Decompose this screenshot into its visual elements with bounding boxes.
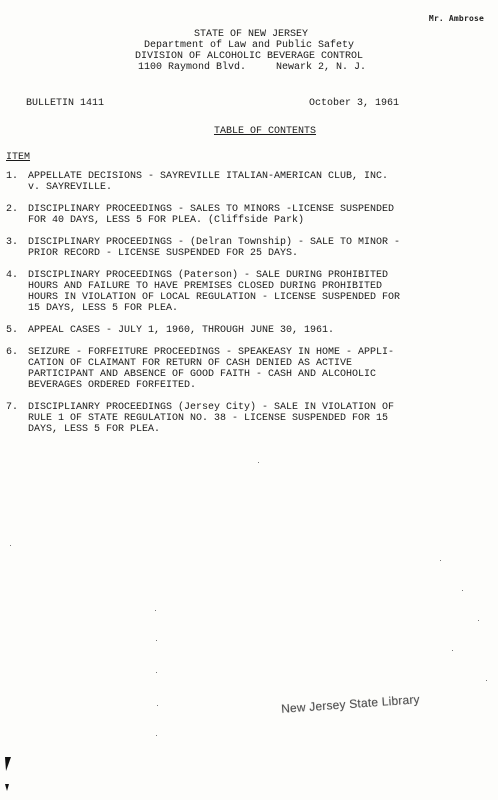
paper-speck	[156, 672, 157, 673]
toc-item-2	[6, 204, 476, 226]
toc-item-number: 2.	[6, 204, 19, 215]
margin-mark	[3, 757, 11, 771]
toc-item-text: APPELLATE DECISIONS - SAYREVILLE ITALIAN-AMERICAN CLUB, INC. v. SAYREVILLE.	[28, 171, 389, 193]
bulletin-date: October 3, 1961	[309, 98, 400, 109]
paper-speck	[258, 462, 259, 463]
toc-item-text: DISCIPLINARY PROCEEDINGS - (Delran Township) - SALE TO MINOR - PRIOR RECORD - LICENSE SUSPENDED FOR 25 DAYS.	[28, 237, 401, 259]
toc-item-number: 1.	[6, 171, 19, 182]
letterhead-state: STATE OF NEW JERSEY	[193, 29, 309, 40]
paper-speck	[157, 705, 158, 706]
paper-speck	[440, 560, 441, 561]
toc-item-3	[6, 237, 476, 259]
paper-speck	[155, 610, 156, 611]
paper-speck	[10, 545, 11, 546]
toc-item-7	[6, 402, 476, 435]
library-stamp: New Jersey State Library	[280, 692, 421, 716]
letterhead	[0, 29, 498, 73]
toc-item-text: DISCIPLINARY PROCEEDINGS - SALES TO MINORS -LICENSE SUSPENDED FOR 40 DAYS, LESS 5 FOR PLEA. (Cliffside Park)	[28, 204, 395, 226]
paper-speck	[156, 640, 157, 641]
toc-item-5	[6, 325, 476, 336]
margin-mark	[5, 784, 9, 791]
toc-list	[6, 171, 476, 446]
toc-item-1	[6, 171, 476, 193]
toc-item-number: 7.	[6, 402, 19, 413]
toc-item-text: DISCIPLIANRY PROCEEDINGS (Jersey City) - SALE IN VIOLATION OF RULE 1 OF STATE REGULATION NO. 38 - LICENSE SUSPENDED FOR 15 DAYS, LESS 5 FOR PLEA.	[28, 402, 395, 435]
toc-item-text: APPEAL CASES - JULY 1, 1960, THROUGH JUNE 30, 1961.	[28, 325, 335, 336]
item-column-label: ITEM	[6, 152, 31, 163]
toc-item-6	[6, 347, 476, 391]
toc-item-number: 6.	[6, 347, 19, 358]
toc-item-text: SEIZURE - FORFEITURE PROCEEDINGS - SPEAKEASY IN HOME - APPLI- CATION OF CLAIMANT FOR RETURN OF CASH DENIED AS ACTIVE PARTICIPANT AND ABSENCE OF GOOD FAITH - CASH AND ALCOHOLIC BEVERAGES ORDERED FORFEITED.	[28, 347, 395, 391]
recipient-stamp: Mr. Ambrose	[428, 14, 484, 23]
paper-speck	[486, 680, 487, 681]
toc-heading-text: TABLE OF CONTENTS	[213, 126, 317, 137]
paper-speck	[452, 650, 453, 651]
paper-speck	[478, 620, 479, 621]
toc-item-number: 4.	[6, 270, 19, 281]
toc-item-number: 3.	[6, 237, 19, 248]
letterhead-address: 1100 Raymond Blvd. Newark 2, N. J.	[137, 62, 367, 73]
letterhead-division: DIVISION OF ALCOHOLIC BEVERAGE CONTROL	[134, 51, 364, 62]
bulletin-number: BULLETIN 1411	[26, 98, 105, 109]
toc-item-text: DISCIPLINARY PROCEEDINGS (Paterson) - SALE DURING PROHIBITED HOURS AND FAILURE TO HAVE PREMISES CLOSED DURING PROHIBITED HOURS IN VIOLATION OF LOCAL REGULATION - LICENSE SUSPENDED FOR 15 DAYS, LESS 5 FOR PLEA.	[28, 270, 401, 314]
toc-item-number: 5.	[6, 325, 19, 336]
toc-item-4	[6, 270, 476, 314]
letterhead-department: Department of Law and Public Safety	[143, 40, 355, 51]
paper-speck	[462, 590, 463, 591]
toc-heading	[0, 126, 498, 137]
paper-speck	[156, 735, 157, 736]
